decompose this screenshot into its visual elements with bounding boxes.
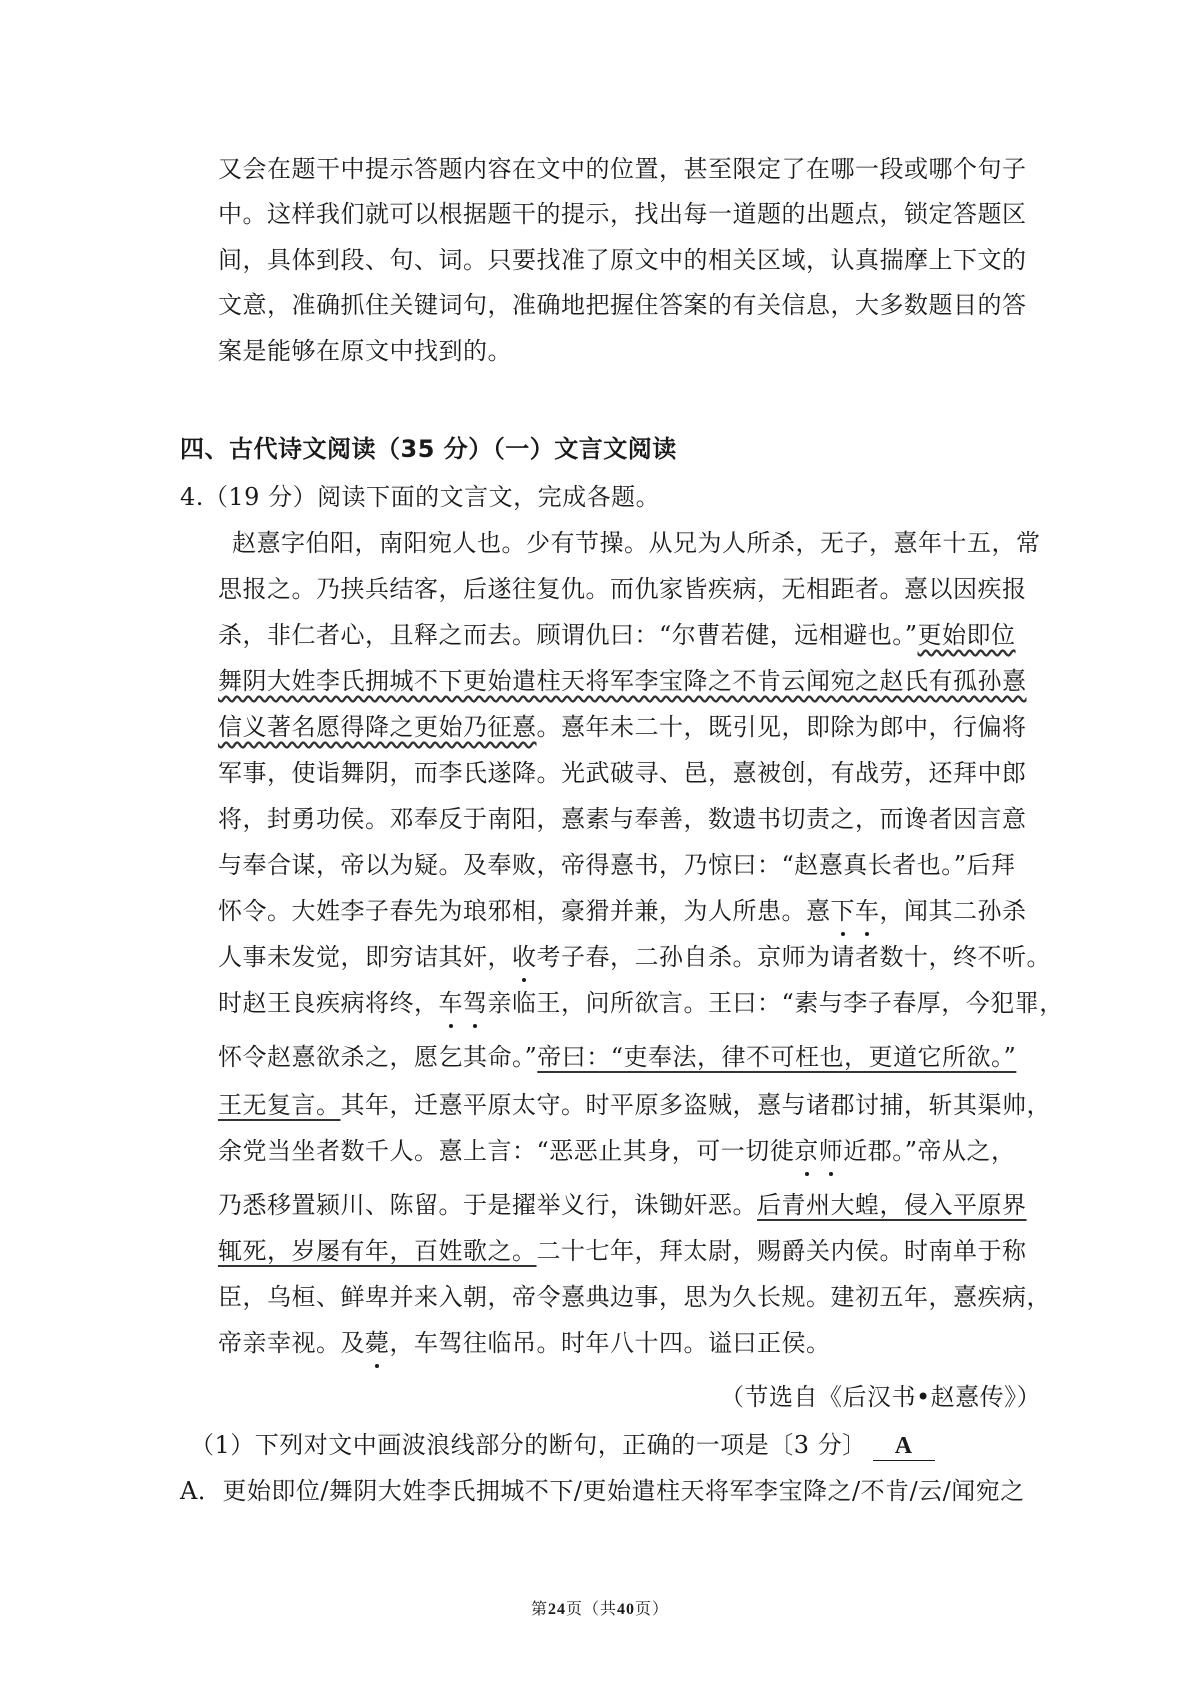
passage-line-14 xyxy=(218,1134,1016,1168)
answer-blank: A xyxy=(873,1432,935,1461)
emphasis-dot-char: 师 xyxy=(819,1134,844,1168)
passage-line-5 xyxy=(218,710,1027,744)
emphasis-dot-char: 下 xyxy=(831,894,856,928)
passage-text: ，闻其二孙杀 xyxy=(879,897,1027,925)
passage-text: 时赵王良疾病将终， xyxy=(218,989,439,1017)
passage-text: 其年，迁憙平原太守。时平原多盗贼，憙与诸郡讨捕，斩其渠帅， xyxy=(340,1091,1051,1119)
page-footer xyxy=(0,1596,1200,1619)
passage-line-17: 臣，乌桓、鲜卑并来入朝，帝令憙典边事，思为久长规。建初五年，憙疾病， xyxy=(218,1283,1051,1311)
underlined-text: 后青州大蝗，侵入平原界 xyxy=(757,1191,1027,1219)
intro-line-3: 间，具体到段、句、词。只要找准了原文中的相关区域，认真揣摩上下文的 xyxy=(218,246,1027,274)
passage-line-13 xyxy=(218,1088,1051,1122)
intro-line-1: 又会在题干中提示答题内容在文中的位置，甚至限定了在哪一段或哪个句子 xyxy=(218,155,1027,183)
passage-text: 亲临王，问所欲言。王曰：“素与李子春厚，今犯罪， xyxy=(487,989,1064,1017)
passage-text: ，车驾往临吊。时年八十四。谥曰正侯。 xyxy=(389,1329,831,1357)
passage-line-6: 军事，使诣舞阴，而李氏遂降。光武破寻、邑，憙被创，有战劳，还拜中郎 xyxy=(218,759,1027,787)
passage-text: 乃悉移置颍川、陈留。于是擢举义行，诛锄奸恶。 xyxy=(218,1191,757,1219)
footer-prefix: 第 xyxy=(530,1599,548,1618)
passage-text: 考子春，二孙自杀。京师为请者数十，终不听。 xyxy=(536,943,1051,971)
passage-line-15 xyxy=(218,1188,1027,1222)
passage-line-10 xyxy=(218,940,1051,974)
emphasis-dot-char: 薨 xyxy=(365,1326,390,1360)
wavy-underlined-text: 信义著名愿得降之更始乃征憙 xyxy=(218,713,537,741)
intro-line-5: 案是能够在原文中找到的。 xyxy=(218,337,512,365)
passage-line-18 xyxy=(218,1326,831,1360)
intro-line-2: 中。这样我们就可以根据题干的提示，找出每一道题的出题点，锁定答题区 xyxy=(218,200,1027,228)
underlined-text: 王无复言。 xyxy=(218,1091,341,1119)
passage-line-12 xyxy=(218,1040,1016,1074)
current-page-number: 24 xyxy=(547,1601,566,1618)
passage-text: 近郡。”帝从之， xyxy=(843,1137,1016,1165)
emphasis-dot-char: 车 xyxy=(855,894,880,928)
passage-line-9 xyxy=(218,894,1027,928)
passage-line-11 xyxy=(218,986,1064,1020)
underlined-text: 辄死，岁屡有年，百姓歌之。 xyxy=(218,1237,537,1265)
footer-middle: 页（共 xyxy=(565,1599,617,1618)
emphasis-dot-char: 驾 xyxy=(463,986,488,1020)
underlined-text: 帝曰：“吏奉法，律不可枉也，更道它所欲。” xyxy=(537,1043,1017,1071)
passage-text: 杀，非仁者心，且释之而去。顾谓仇曰：“尔曹若健，远相避也。” xyxy=(218,621,918,649)
wavy-underlined-text: 舞阴大姓李氏拥城不下更始遣柱天将军李宝降之不肯云闻宛之赵氏有孤孙憙 xyxy=(218,667,1027,695)
wavy-underlined-text: 更始即位 xyxy=(917,621,1016,649)
passage-line-7: 将，封勇功侯。邓奉反于南阳，憙素与奉善，数遗书切责之，而谗者因言意 xyxy=(218,805,1027,833)
question-stem: 4.（19 分）阅读下面的文言文，完成各题。 xyxy=(180,483,661,511)
total-pages-number: 40 xyxy=(617,1601,635,1618)
passage-text: 怀令赵憙欲杀之，愿乞其命。” xyxy=(218,1043,538,1071)
passage-line-4 xyxy=(218,664,1027,698)
passage-text: 人事未发觉，即穷诘其奸， xyxy=(218,943,512,971)
passage-line-3 xyxy=(218,618,1016,652)
passage-text: 。憙年未二十，既引见，即除为郎中，行偏将 xyxy=(536,713,1027,741)
source-citation: （节选自《后汉书•赵憙传》） xyxy=(720,1383,1042,1411)
passage-text: 二十七年，拜太尉，赐爵关内侯。时南单于称 xyxy=(536,1237,1027,1265)
passage-line-8: 与奉合谋，帝以为疑。及奉败，帝得憙书，乃惊曰：“赵憙真长者也。”后拜 xyxy=(218,851,1016,879)
option-a: A．更始即位/舞阴大姓李氏拥城不下/更始遣柱天将军李宝降之/不肯/云/闻宛之 xyxy=(180,1477,1025,1505)
passage-text: 帝亲幸视。及 xyxy=(218,1329,365,1357)
passage-line-1: 赵憙字伯阳，南阳宛人也。少有节操。从兄为人所杀，无子，憙年十五，常 xyxy=(232,529,1041,557)
footer-suffix: 页） xyxy=(635,1599,670,1618)
intro-line-4: 文意，准确抓住关键词句，准确地把握住答案的有关信息，大多数题目的答 xyxy=(218,291,1027,319)
passage-text: 怀令。大姓李子春先为琅邪相，豪猾并兼，为人所患。憙 xyxy=(218,897,831,925)
emphasis-dot-char: 京 xyxy=(794,1134,819,1168)
sub-question-text: （1）下列对文中画波浪线部分的断句，正确的一项是〔3 分〕 xyxy=(190,1431,867,1459)
emphasis-dot-char: 收 xyxy=(512,940,537,974)
passage-line-16 xyxy=(218,1234,1027,1268)
section-heading: 四、古代诗文阅读（35 分）（一）文言文阅读 xyxy=(180,435,677,463)
sub-question-1 xyxy=(190,1428,935,1462)
passage-text: 余党当坐者数千人。憙上言：“恶恶止其身，可一切徙 xyxy=(218,1137,795,1165)
passage-line-2: 思报之。乃挟兵结客，后遂往复仇。而仇家皆疾病，无相距者。憙以因疾报 xyxy=(218,575,1027,603)
emphasis-dot-char: 车 xyxy=(439,986,464,1020)
